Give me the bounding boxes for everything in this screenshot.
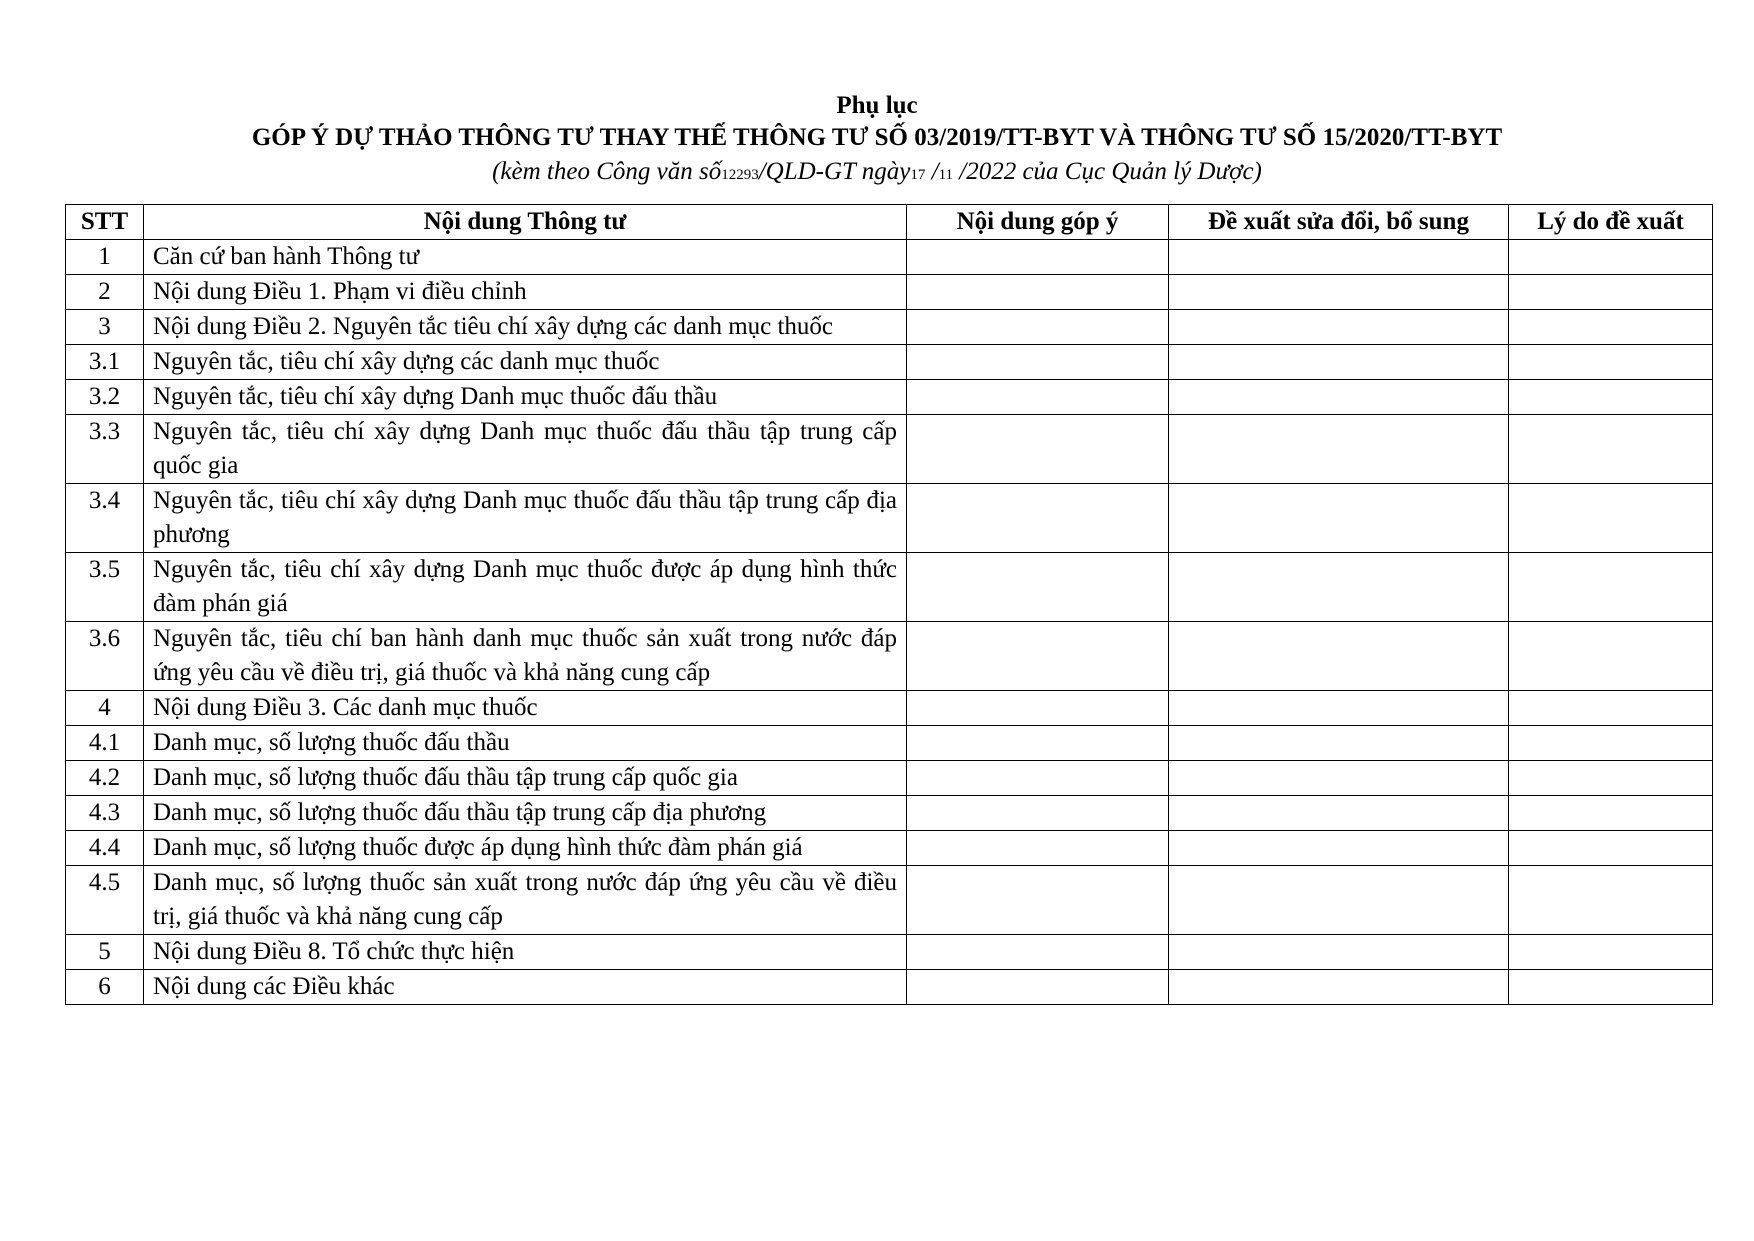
reason-cell[interactable] xyxy=(1509,761,1713,796)
table-row xyxy=(66,726,1713,761)
table-row xyxy=(66,345,1713,380)
comment-cell[interactable] xyxy=(907,831,1169,866)
row-number: 6 xyxy=(66,970,144,1005)
table-row xyxy=(66,484,1713,553)
reason-cell[interactable] xyxy=(1509,380,1713,415)
row-content: Nguyên tắc, tiêu chí xây dựng các danh mục thuốc xyxy=(144,345,907,380)
table-row xyxy=(66,380,1713,415)
table-row xyxy=(66,553,1713,622)
table-row xyxy=(66,415,1713,484)
reason-cell[interactable] xyxy=(1509,345,1713,380)
row-number: 4.5 xyxy=(66,866,144,935)
comment-cell[interactable] xyxy=(907,622,1169,691)
date-day: 17 xyxy=(910,167,926,183)
row-content: Căn cứ ban hành Thông tư xyxy=(144,240,907,275)
comment-cell[interactable] xyxy=(907,691,1169,726)
row-content: Danh mục, số lượng thuốc sản xuất trong nước đáp ứng yêu cầu về điều trị, giá thuốc và khả năng cung cấp xyxy=(144,866,907,935)
row-number: 3.1 xyxy=(66,345,144,380)
row-number: 4.3 xyxy=(66,796,144,831)
proposal-cell[interactable] xyxy=(1169,622,1509,691)
appendix-title: Phụ lục xyxy=(836,92,918,119)
table-row xyxy=(66,310,1713,345)
row-number: 4.1 xyxy=(66,726,144,761)
comment-cell[interactable] xyxy=(907,415,1169,484)
column-header-comment: Nội dung góp ý xyxy=(907,205,1169,240)
row-content: Danh mục, số lượng thuốc được áp dụng hình thức đàm phán giá xyxy=(144,831,907,866)
reference-mid: /QLD-GT ngày xyxy=(758,158,911,185)
row-content: Nguyên tắc, tiêu chí xây dựng Danh mục thuốc được áp dụng hình thức đàm phán giá xyxy=(144,553,907,622)
table-row xyxy=(66,240,1713,275)
comment-cell[interactable] xyxy=(907,380,1169,415)
table-body xyxy=(66,240,1713,1005)
column-header-reason: Lý do đề xuất xyxy=(1509,205,1713,240)
row-number: 3 xyxy=(66,310,144,345)
table-row xyxy=(66,761,1713,796)
reason-cell[interactable] xyxy=(1509,553,1713,622)
row-number: 5 xyxy=(66,935,144,970)
table-row xyxy=(66,831,1713,866)
comment-cell[interactable] xyxy=(907,275,1169,310)
row-number: 3.2 xyxy=(66,380,144,415)
proposal-cell[interactable] xyxy=(1169,935,1509,970)
proposal-cell[interactable] xyxy=(1169,380,1509,415)
proposal-cell[interactable] xyxy=(1169,831,1509,866)
dispatch-number: 12293 xyxy=(721,167,759,183)
reason-cell[interactable] xyxy=(1509,275,1713,310)
feedback-table xyxy=(65,204,1713,1005)
table-row xyxy=(66,275,1713,310)
comment-cell[interactable] xyxy=(907,553,1169,622)
comment-cell[interactable] xyxy=(907,796,1169,831)
row-content: Nguyên tắc, tiêu chí xây dựng Danh mục thuốc đấu thầu tập trung cấp địa phương xyxy=(144,484,907,553)
column-header-stt: STT xyxy=(66,205,144,240)
row-number: 3.6 xyxy=(66,622,144,691)
reason-cell[interactable] xyxy=(1509,970,1713,1005)
comment-cell[interactable] xyxy=(907,240,1169,275)
proposal-cell[interactable] xyxy=(1169,415,1509,484)
proposal-cell[interactable] xyxy=(1169,691,1509,726)
reason-cell[interactable] xyxy=(1509,796,1713,831)
row-number: 2 xyxy=(66,275,144,310)
reference-prefix: (kèm theo Công văn số xyxy=(492,158,722,185)
comment-cell[interactable] xyxy=(907,866,1169,935)
reason-cell[interactable] xyxy=(1509,831,1713,866)
comment-cell[interactable] xyxy=(907,726,1169,761)
date-separator: / xyxy=(925,158,939,185)
proposal-cell[interactable] xyxy=(1169,970,1509,1005)
proposal-cell[interactable] xyxy=(1169,866,1509,935)
proposal-cell[interactable] xyxy=(1169,796,1509,831)
row-content: Nguyên tắc, tiêu chí xây dựng Danh mục thuốc đấu thầu xyxy=(144,380,907,415)
row-number: 3.5 xyxy=(66,553,144,622)
reason-cell[interactable] xyxy=(1509,726,1713,761)
proposal-cell[interactable] xyxy=(1169,275,1509,310)
reason-cell[interactable] xyxy=(1509,415,1713,484)
column-header-content: Nội dung Thông tư xyxy=(144,205,907,240)
comment-cell[interactable] xyxy=(907,484,1169,553)
comment-cell[interactable] xyxy=(907,970,1169,1005)
row-content: Nguyên tắc, tiêu chí ban hành danh mục thuốc sản xuất trong nước đáp ứng yêu cầu về điều trị, giá thuốc và khả năng cung cấp xyxy=(144,622,907,691)
reason-cell[interactable] xyxy=(1509,935,1713,970)
table-row xyxy=(66,691,1713,726)
row-content: Nội dung Điều 8. Tổ chức thực hiện xyxy=(144,935,907,970)
proposal-cell[interactable] xyxy=(1169,761,1509,796)
proposal-cell[interactable] xyxy=(1169,553,1509,622)
document-reference xyxy=(0,158,1754,186)
table-row xyxy=(66,622,1713,691)
row-number: 3.3 xyxy=(66,415,144,484)
row-content: Nội dung Điều 2. Nguyên tắc tiêu chí xây dựng các danh mục thuốc xyxy=(144,310,907,345)
comment-cell[interactable] xyxy=(907,310,1169,345)
row-content: Nội dung Điều 3. Các danh mục thuốc xyxy=(144,691,907,726)
comment-cell[interactable] xyxy=(907,935,1169,970)
column-header-proposal: Đề xuất sửa đổi, bổ sung xyxy=(1169,205,1509,240)
row-number: 4.4 xyxy=(66,831,144,866)
reference-suffix: /2022 của Cục Quản lý Dược) xyxy=(953,158,1262,185)
table-row xyxy=(66,796,1713,831)
proposal-cell[interactable] xyxy=(1169,310,1509,345)
row-number: 4.2 xyxy=(66,761,144,796)
table-header-row xyxy=(66,205,1713,240)
row-number: 1 xyxy=(66,240,144,275)
reason-cell[interactable] xyxy=(1509,240,1713,275)
reason-cell[interactable] xyxy=(1509,622,1713,691)
reason-cell[interactable] xyxy=(1509,310,1713,345)
table-row xyxy=(66,935,1713,970)
reason-cell[interactable] xyxy=(1509,866,1713,935)
row-content: Danh mục, số lượng thuốc đấu thầu xyxy=(144,726,907,761)
reason-cell[interactable] xyxy=(1509,691,1713,726)
row-content: Nội dung các Điều khác xyxy=(144,970,907,1005)
document-subtitle: GÓP Ý DỰ THẢO THÔNG TƯ THAY THẾ THÔNG TƯ SỐ 03/2019/TT-BYT VÀ THÔNG TƯ SỐ 15/2020/TT-BYT xyxy=(251,124,1503,151)
proposal-cell[interactable] xyxy=(1169,345,1509,380)
row-content: Danh mục, số lượng thuốc đấu thầu tập trung cấp địa phương xyxy=(144,796,907,831)
table-row xyxy=(66,866,1713,935)
proposal-cell[interactable] xyxy=(1169,240,1509,275)
table-row xyxy=(66,970,1713,1005)
comment-cell[interactable] xyxy=(907,345,1169,380)
row-number: 3.4 xyxy=(66,484,144,553)
reason-cell[interactable] xyxy=(1509,484,1713,553)
date-month: 11 xyxy=(938,167,954,183)
comment-cell[interactable] xyxy=(907,761,1169,796)
row-number: 4 xyxy=(66,691,144,726)
row-content: Nội dung Điều 1. Phạm vi điều chỉnh xyxy=(144,275,907,310)
row-content: Nguyên tắc, tiêu chí xây dựng Danh mục thuốc đấu thầu tập trung cấp quốc gia xyxy=(144,415,907,484)
proposal-cell[interactable] xyxy=(1169,484,1509,553)
proposal-cell[interactable] xyxy=(1169,726,1509,761)
row-content: Danh mục, số lượng thuốc đấu thầu tập trung cấp quốc gia xyxy=(144,761,907,796)
